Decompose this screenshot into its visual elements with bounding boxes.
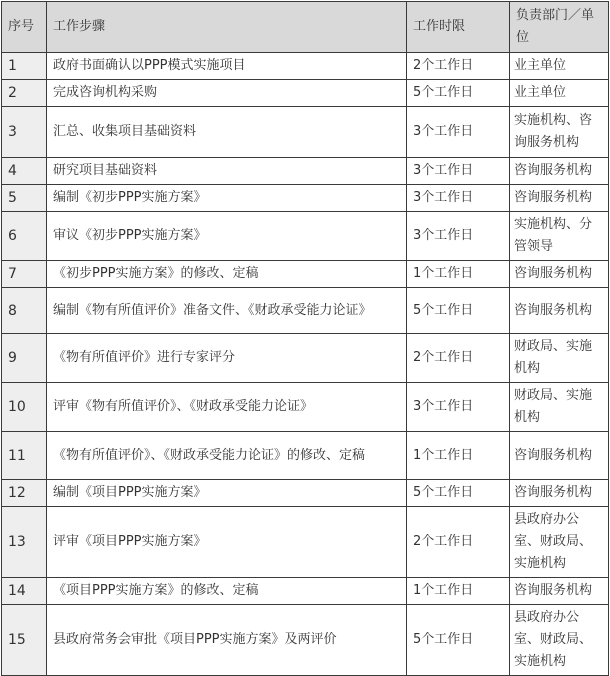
row-responsible: 咨询服务机构: [510, 185, 609, 212]
row-limit: 3个工作日: [407, 383, 510, 432]
table-row: [2, 605, 609, 676]
row-limit: 1个工作日: [407, 261, 510, 288]
row-limit: 2个工作日: [407, 507, 510, 578]
table-row: [2, 288, 609, 334]
row-step: 研究项目基础资料: [47, 158, 407, 185]
table-row: [2, 432, 609, 480]
row-responsible: 咨询服务机构: [510, 261, 609, 288]
row-limit: 1个工作日: [407, 432, 510, 480]
row-responsible: 财政局、实施机构: [510, 383, 609, 432]
table-row: [2, 334, 609, 383]
row-no: 5: [2, 185, 47, 212]
row-no: 11: [2, 432, 47, 480]
row-step: 政府书面确认以PPP模式实施项目: [47, 53, 407, 80]
row-responsible: 咨询服务机构: [510, 158, 609, 185]
row-step: 编制《物有所值评价》准备文件、《财政承受能力论证》: [47, 288, 407, 334]
row-step: 《项目PPP实施方案》的修改、定稿: [47, 578, 407, 605]
row-responsible: 业主单位: [510, 53, 609, 80]
row-limit: 2个工作日: [407, 334, 510, 383]
row-responsible: 实施机构、咨询服务机构: [510, 107, 609, 158]
header-step: 工作步骤: [47, 2, 407, 53]
row-no: 13: [2, 507, 47, 578]
row-step: 完成咨询机构采购: [47, 80, 407, 107]
row-no: 1: [2, 53, 47, 80]
row-no: 9: [2, 334, 47, 383]
row-no: 8: [2, 288, 47, 334]
row-step: 审议《初步PPP实施方案》: [47, 212, 407, 261]
table-row: [2, 107, 609, 158]
row-responsible: 咨询服务机构: [510, 432, 609, 480]
row-step: 评审《物有所值评价》、《财政承受能力论证》: [47, 383, 407, 432]
row-limit: 3个工作日: [407, 158, 510, 185]
row-step: 《物有所值评价》进行专家评分: [47, 334, 407, 383]
row-no: 4: [2, 158, 47, 185]
row-step: 《物有所值评价》、《财政承受能力论证》的修改、定稿: [47, 432, 407, 480]
table-row: [2, 212, 609, 261]
row-step: 县政府常务会审批《项目PPP实施方案》及两评价: [47, 605, 407, 676]
row-limit: 2个工作日: [407, 53, 510, 80]
row-step: 《初步PPP实施方案》的修改、定稿: [47, 261, 407, 288]
header-limit: 工作时限: [407, 2, 510, 53]
row-responsible: 咨询服务机构: [510, 578, 609, 605]
table-header-row: [2, 2, 609, 53]
table-row: [2, 261, 609, 288]
row-no: 14: [2, 578, 47, 605]
table-row: [2, 158, 609, 185]
row-limit: 3个工作日: [407, 212, 510, 261]
row-no: 10: [2, 383, 47, 432]
row-responsible: 实施机构、分管领导: [510, 212, 609, 261]
table-row: [2, 80, 609, 107]
row-no: 3: [2, 107, 47, 158]
row-step: 汇总、收集项目基础资料: [47, 107, 407, 158]
row-no: 7: [2, 261, 47, 288]
row-step: 编制《初步PPP实施方案》: [47, 185, 407, 212]
header-no: 序号: [2, 2, 47, 53]
row-responsible: 咨询服务机构: [510, 480, 609, 507]
row-no: 15: [2, 605, 47, 676]
table-row: [2, 507, 609, 578]
row-step: 评审《项目PPP实施方案》: [47, 507, 407, 578]
row-limit: 5个工作日: [407, 288, 510, 334]
row-responsible: 县政府办公室、财政局、实施机构: [510, 605, 609, 676]
table-row: [2, 53, 609, 80]
row-no: 6: [2, 212, 47, 261]
table-row: [2, 185, 609, 212]
row-responsible: 业主单位: [510, 80, 609, 107]
header-responsible: 负责部门／单位: [510, 2, 609, 53]
row-limit: 3个工作日: [407, 107, 510, 158]
row-no: 2: [2, 80, 47, 107]
row-responsible: 咨询服务机构: [510, 288, 609, 334]
row-responsible: 财政局、实施机构: [510, 334, 609, 383]
row-limit: 5个工作日: [407, 605, 510, 676]
row-responsible: 县政府办公室、财政局、实施机构: [510, 507, 609, 578]
row-no: 12: [2, 480, 47, 507]
row-limit: 5个工作日: [407, 480, 510, 507]
table-row: [2, 383, 609, 432]
row-limit: 5个工作日: [407, 80, 510, 107]
row-limit: 3个工作日: [407, 185, 510, 212]
row-limit: 1个工作日: [407, 578, 510, 605]
table-row: [2, 480, 609, 507]
row-step: 编制《项目PPP实施方案》: [47, 480, 407, 507]
table-row: [2, 578, 609, 605]
ppp-schedule-table: [1, 1, 609, 676]
